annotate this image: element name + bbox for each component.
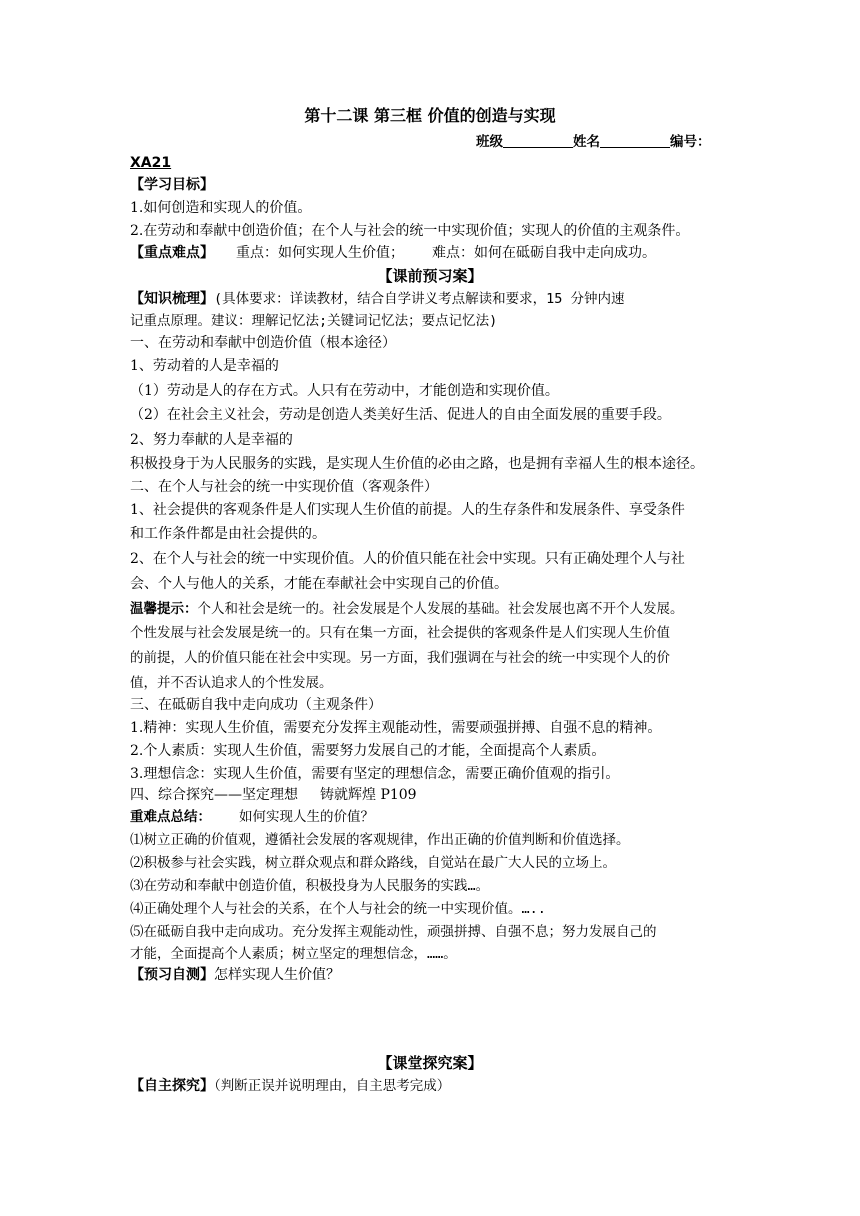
objective-item: 2.在劳动和奉献中创造价值；在个人与社会的统一中实现价值；实现人的价值的主观条件。 [130, 223, 690, 239]
number-label: 编号： [670, 134, 711, 150]
knowledge-requirement-cont: 记重点原理。建议：理解记忆法;关键词记忆法；要点记忆法) [130, 313, 498, 329]
name-blank[interactable] [600, 133, 670, 148]
content-line: 1、劳动着的人是幸福的 [130, 358, 279, 374]
self-test-label: 【预习自测】 [130, 967, 214, 983]
self-test-line [130, 964, 740, 986]
content-line: 和工作条件都是由社会提供的。 [130, 526, 326, 542]
tip-line: 个性发展与社会发展是统一的。只有在集一方面，社会提供的客观条件是人们实现人生价值 [130, 625, 670, 641]
content-line: （1）劳动是人的存在方式。人只有在劳动中，才能创造和实现价值。 [130, 383, 559, 399]
tip-label: 温馨提示： [130, 601, 198, 617]
content-line: 积极投身于为人民服务的实践，是实现人生价值的必由之路，也是拥有幸福人生的根本途径。 [130, 456, 704, 472]
class-label: 班级 [476, 134, 503, 150]
key-points-heading: 【重点难点】 [130, 245, 214, 261]
self-explore-requirement: （判断正误并说明理由，自主思考完成） [214, 1078, 451, 1094]
student-info-line [476, 130, 711, 150]
name-label: 姓名 [573, 134, 600, 150]
preview-section-title: 【课前预习案】 [377, 267, 483, 285]
content-line: 二、在个人与社会的统一中实现价值（客观条件） [130, 479, 438, 495]
summary-item: ⑴树立正确的价值观，遵循社会发展的客观规律，作出正确的价值判断和价值选择。 [130, 832, 630, 848]
document-code: XA21 [130, 155, 172, 171]
summary-item: ⑶在劳动和奉献中创造价值，积极投身为人民服务的实践…。 [130, 878, 490, 894]
summary-label: 重难点总结： [130, 809, 211, 825]
self-explore-heading: 【自主探究】 [130, 1078, 214, 1094]
content-line: 2.个人素质：实现人生价值，需要努力发展自己的才能，全面提高个人素质。 [130, 743, 606, 759]
tip-line: 的前提，人的价值只能在社会中实现。另一方面，我们强调在与社会的统一中实现个人的价 [130, 650, 670, 666]
summary-line [130, 806, 740, 828]
classroom-section-title: 【课堂探究案】 [377, 1054, 483, 1072]
objectives-heading: 【学习目标】 [130, 177, 214, 193]
tip-line: 值，并不否认追求人的个性发展。 [130, 675, 333, 691]
knowledge-line [130, 288, 740, 310]
summary-item: 才能，全面提高个人素质；树立坚定的理想信念，……。 [130, 946, 457, 962]
content-line: 一、在劳动和奉献中创造价值（根本途径） [130, 335, 396, 351]
content-line: 会、个人与他人的关系，才能在奉献社会中实现自己的价值。 [130, 576, 508, 592]
explore-line: 四、综合探究——坚定理想 铸就辉煌 P109 [130, 787, 417, 803]
content-line: 2、努力奉献的人是幸福的 [130, 432, 293, 448]
key-point: 重点：如何实现人生价值； [236, 245, 404, 261]
class-blank[interactable] [503, 133, 573, 148]
lesson-title: 第十二课 第三框 价值的创造与实现 [304, 106, 556, 125]
objective-item: 1.如何创造和实现人的价值。 [130, 200, 312, 216]
self-test-question: 怎样实现人生价值？ [214, 967, 340, 983]
content-line: 1、社会提供的客观条件是人们实现人生价值的前提。人的生存条件和发展条件、享受条件 [130, 502, 685, 518]
content-line: 2、在个人与社会的统一中实现价值。人的价值只能在社会中实现。只有正确处理个人与社 [130, 551, 685, 567]
content-line: 3.理想信念：实现人生价值，需要有坚定的理想信念，需要正确价值观的指引。 [130, 766, 620, 782]
summary-item: ⑷正确处理个人与社会的关系，在个人与社会的统一中实现价值。….. [130, 901, 546, 917]
knowledge-heading: 【知识梳理】 [130, 291, 214, 307]
tip-line: 温馨提示：个人和社会是统一的。社会发展是个人发展的基础。社会发展也离不开个人发展。 [130, 601, 684, 617]
key-points-line [130, 242, 740, 264]
content-line: 1.精神：实现人生价值，需要充分发挥主观能动性，需要顽强拼搏、自强不息的精神。 [130, 720, 662, 736]
difficult-point: 难点：如何在砥砺自我中走向成功。 [432, 245, 656, 261]
summary-item: ⑵积极参与社会实践，树立群众观点和群众路线，自觉站在最广大人民的立场上。 [130, 855, 616, 871]
content-line: （2）在社会主义社会，劳动是创造人类美好生活、促进人的自由全面发展的重要手段。 [130, 407, 671, 423]
self-explore-line [130, 1075, 740, 1097]
summary-question: 如何实现人生的价值？ [239, 809, 374, 825]
knowledge-requirement: (具体要求：详读教材，结合自学讲义考点解读和要求，15 分钟内速 [214, 291, 625, 307]
content-line: 三、在砥砺自我中走向成功（主观条件） [130, 697, 382, 713]
summary-item: ⑸在砥砺自我中走向成功。充分发挥主观能动性，顽强拼搏、自强不息；努力发展自己的 [130, 924, 657, 940]
